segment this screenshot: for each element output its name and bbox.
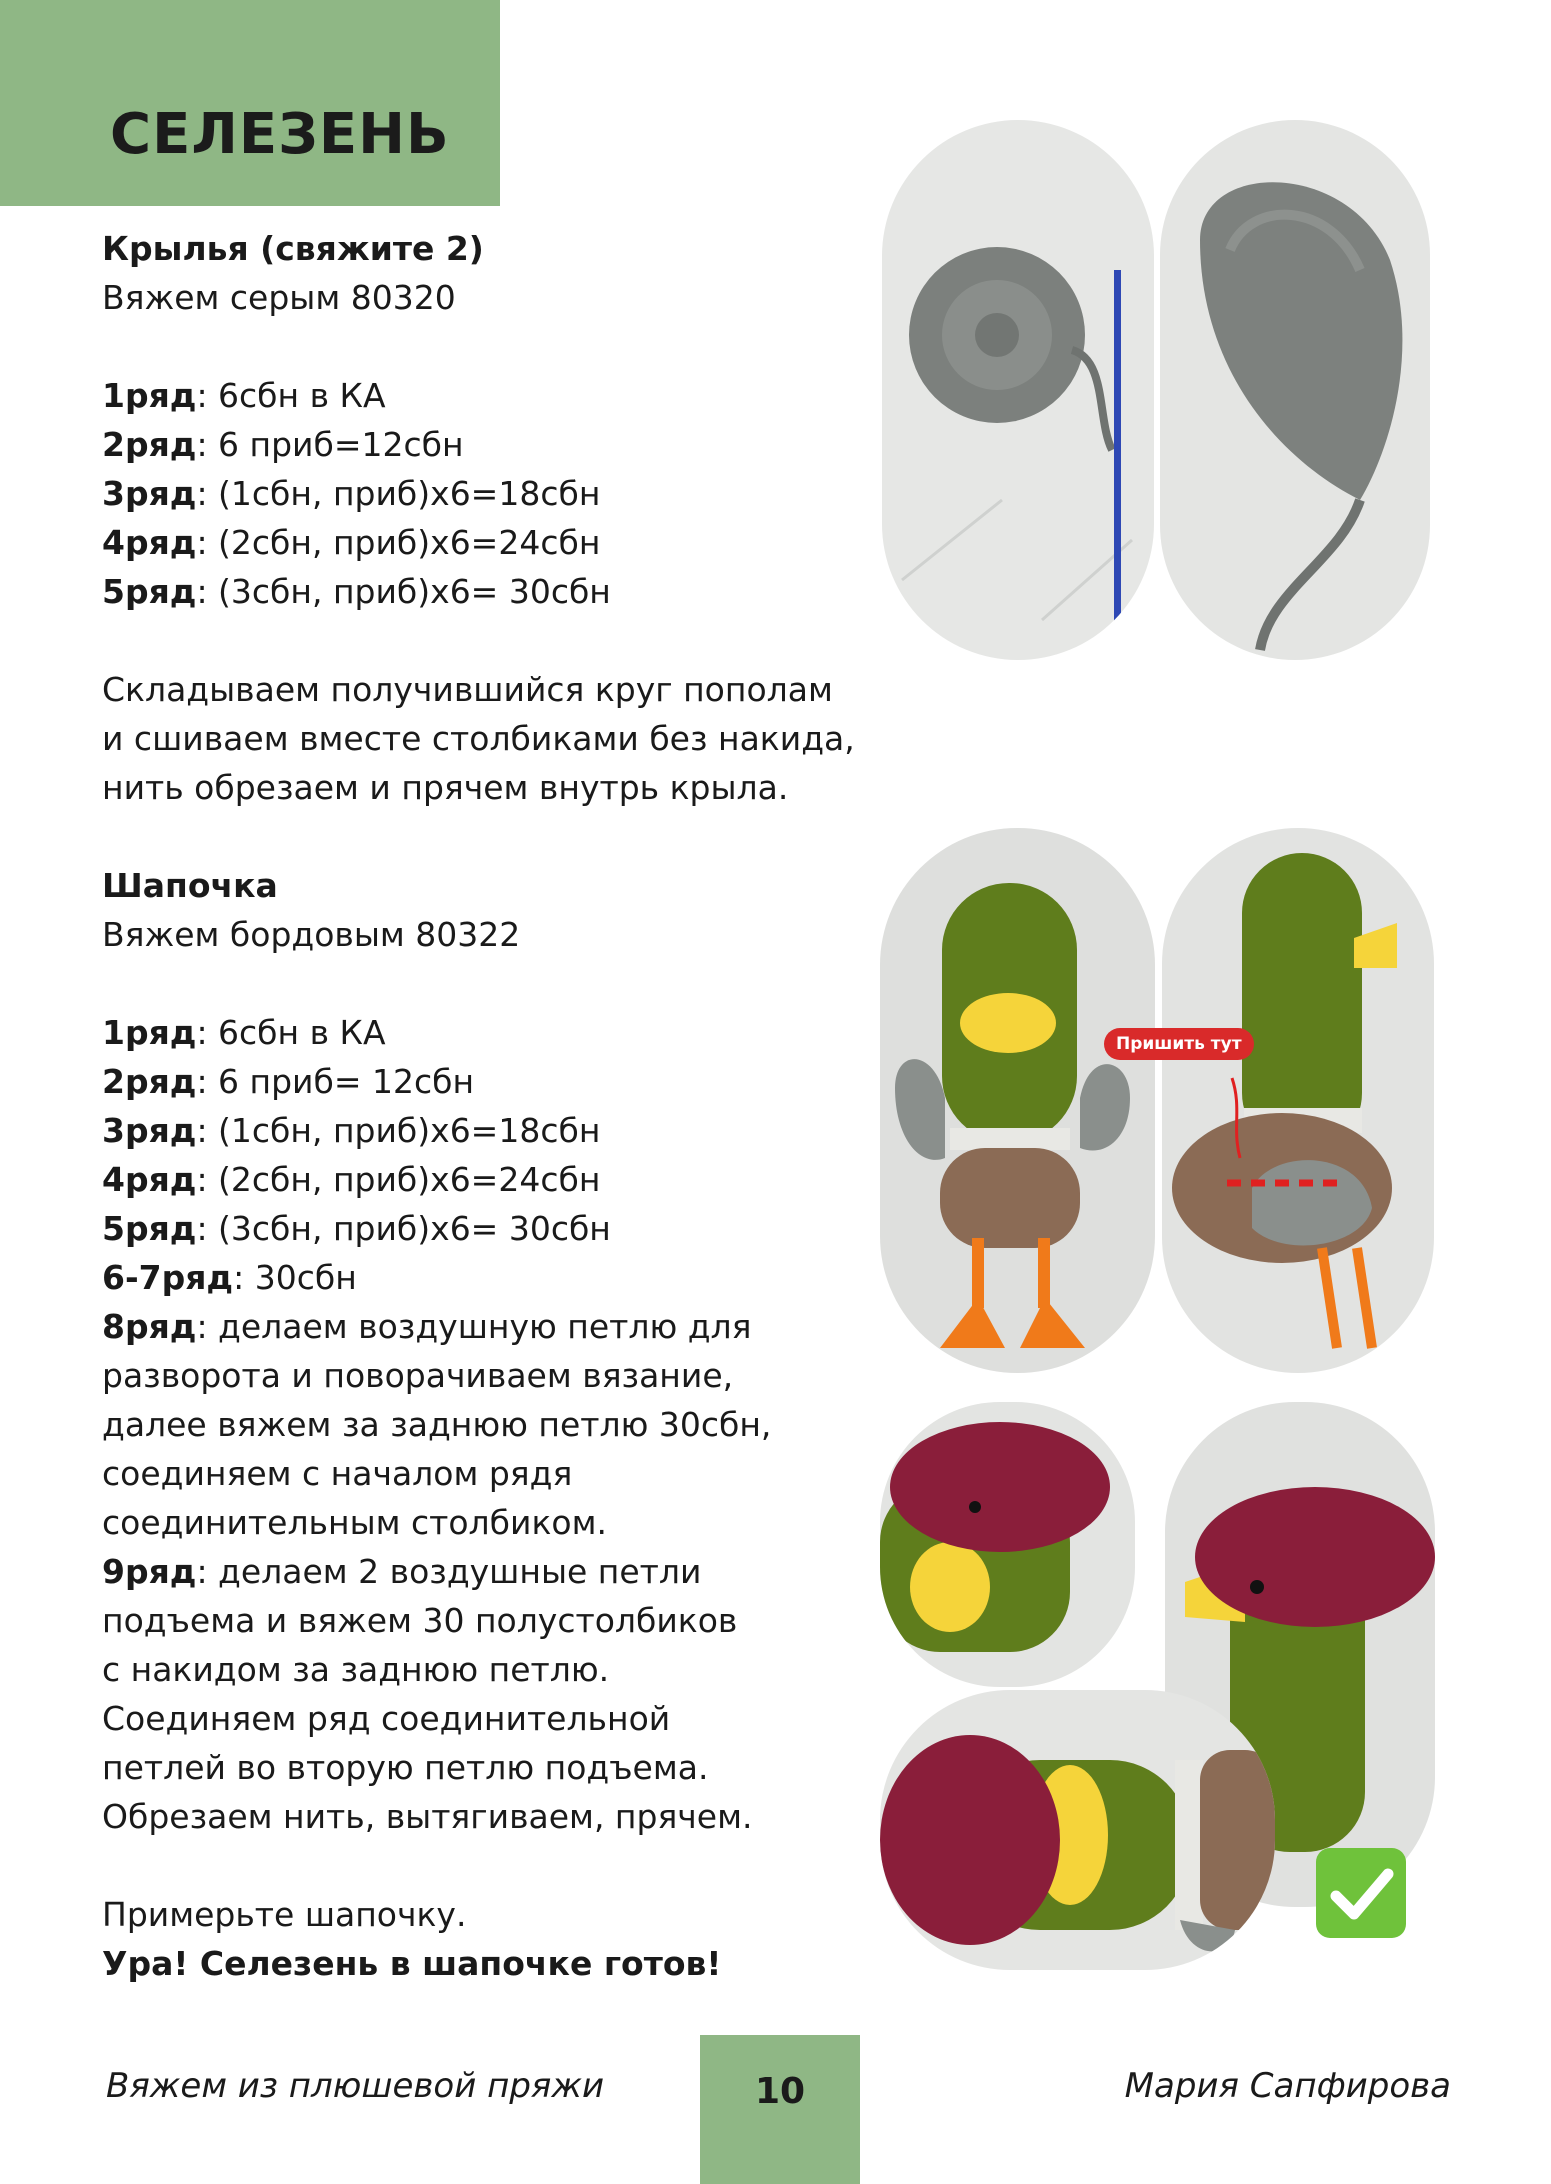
try-on-note: Примерьте шапочку. <box>102 1895 467 1934</box>
hat-row: 3ряд: (1сбн, приб)х6=18сбн <box>102 1111 601 1150</box>
hat-yarn: Вяжем бордовым 80322 <box>102 915 521 954</box>
hat-row-9-cont: подъема и вяжем 30 полустолбиков <box>102 1601 738 1640</box>
checkmark-icon <box>1316 1848 1406 1938</box>
hat-row-8: 8ряд: делаем воздушную петлю для <box>102 1307 752 1346</box>
hat-row-9-cont: Обрезаем нить, вытягиваем, прячем. <box>102 1797 753 1836</box>
hat-row-9-cont: с накидом за заднюю петлю. <box>102 1650 610 1689</box>
title-block <box>0 0 500 206</box>
wings-heading: Крылья (свяжите 2) <box>102 229 484 268</box>
hat-row-8-cont: далее вяжем за заднюю петлю 30сбн, <box>102 1405 772 1444</box>
footer-author: Мария Сапфирова <box>1124 2066 1451 2106</box>
done-note: Ура! Селезень в шапочке готов! <box>102 1944 722 1983</box>
wings-note: Складываем получившийся круг пополам <box>102 670 833 709</box>
wings-row: 5ряд: (3сбн, приб)х6= 30сбн <box>102 572 611 611</box>
duck-hat-photo-left <box>880 1402 1135 1687</box>
hat-row: 4ряд: (2сбн, приб)х6=24сбн <box>102 1160 601 1199</box>
hat-row: 1ряд: 6сбн в КА <box>102 1013 386 1052</box>
pattern-text <box>102 224 882 1988</box>
hat-row-9-cont: петлей во вторую петлю подъема. <box>102 1748 709 1787</box>
page-number-block <box>700 2035 860 2184</box>
hat-heading: Шапочка <box>102 866 278 905</box>
duck-photo-side <box>1162 828 1434 1373</box>
hat-row-8-cont: разворота и поворачиваем вязание, <box>102 1356 734 1395</box>
hat-row: 6-7ряд: 30сбн <box>102 1258 357 1297</box>
wings-row: 4ряд: (2сбн, приб)х6=24сбн <box>102 523 601 562</box>
wings-yarn: Вяжем серым 80320 <box>102 278 456 317</box>
hat-row-8-cont: соединяем с началом рядя <box>102 1454 573 1493</box>
duck-photo-front <box>880 828 1155 1373</box>
hat-row: 2ряд: 6 приб= 12сбн <box>102 1062 475 1101</box>
wings-row: 2ряд: 6 приб=12сбн <box>102 425 464 464</box>
hat-row-9-cont: Соединяем ряд соединительной <box>102 1699 671 1738</box>
page-number: 10 <box>754 2071 806 2112</box>
hat-row: 5ряд: (3сбн, приб)х6= 30сбн <box>102 1209 611 1248</box>
page-title: СЕЛЕЗЕНЬ <box>110 102 450 167</box>
wings-note: и сшиваем вместе столбиками без накида, <box>102 719 855 758</box>
wing-photo-folded <box>1160 120 1430 660</box>
footer-book-title: Вяжем из плюшевой пряжи <box>106 2066 605 2106</box>
wings-row: 3ряд: (1сбн, приб)х6=18сбн <box>102 474 601 513</box>
duck-hat-photo-bottom <box>880 1690 1275 1970</box>
wings-note: нить обрезаем и прячем внутрь крыла. <box>102 768 789 807</box>
wings-row: 1ряд: 6сбн в КА <box>102 376 386 415</box>
hat-row-9: 9ряд: делаем 2 воздушные петли <box>102 1552 702 1591</box>
hat-row-8-cont: соединительным столбиком. <box>102 1503 607 1542</box>
wing-photo-flat <box>882 120 1154 660</box>
sew-here-label: Пришить тут <box>1104 1028 1254 1060</box>
